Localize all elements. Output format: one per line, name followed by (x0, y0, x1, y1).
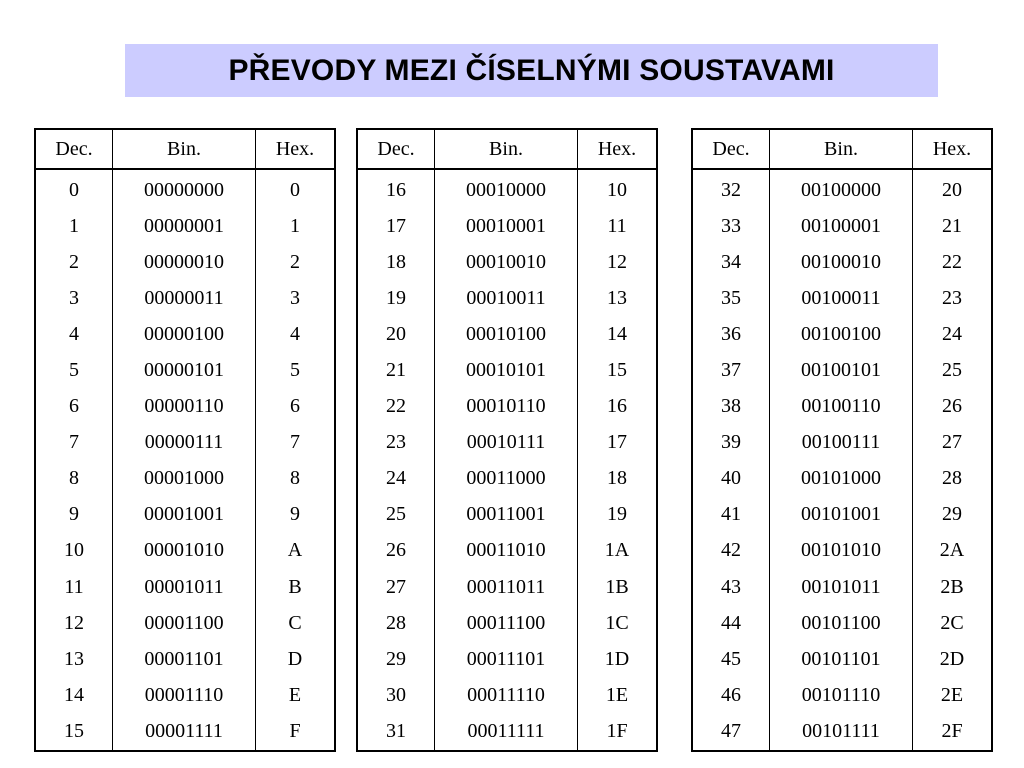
cell-hex: 11 (578, 208, 658, 244)
conversion-table-3 (691, 128, 993, 752)
cell-hex: 2F (913, 713, 993, 750)
cell-hex: 25 (913, 352, 993, 388)
cell-bin: 00010011 (435, 280, 578, 316)
cell-dec: 11 (35, 569, 113, 605)
table-row (692, 389, 992, 425)
cell-bin: 00100011 (770, 280, 913, 316)
table-row (35, 605, 335, 641)
table-row (35, 461, 335, 497)
cell-hex: 21 (913, 208, 993, 244)
cell-dec: 36 (692, 316, 770, 352)
cell-hex: 2D (913, 641, 993, 677)
cell-hex: 6 (256, 389, 336, 425)
table-row (692, 169, 992, 208)
header-bin: Bin. (435, 129, 578, 169)
table-row (35, 677, 335, 713)
cell-dec: 10 (35, 533, 113, 569)
cell-dec: 1 (35, 208, 113, 244)
table-row (35, 497, 335, 533)
cell-dec: 38 (692, 389, 770, 425)
cell-hex: 2C (913, 605, 993, 641)
cell-hex: E (256, 677, 336, 713)
cell-dec: 40 (692, 461, 770, 497)
cell-bin: 00011010 (435, 533, 578, 569)
cell-bin: 00100001 (770, 208, 913, 244)
cell-hex: 10 (578, 169, 658, 208)
cell-bin: 00000000 (113, 169, 256, 208)
table-row (35, 713, 335, 750)
cell-bin: 00010110 (435, 389, 578, 425)
cell-dec: 13 (35, 641, 113, 677)
cell-bin: 00010100 (435, 316, 578, 352)
cell-dec: 24 (357, 461, 435, 497)
cell-dec: 8 (35, 461, 113, 497)
cell-bin: 00011011 (435, 569, 578, 605)
cell-bin: 00000110 (113, 389, 256, 425)
table-row (35, 352, 335, 388)
cell-dec: 34 (692, 244, 770, 280)
cell-hex: 17 (578, 425, 658, 461)
table-row (692, 641, 992, 677)
table-row (692, 497, 992, 533)
table-body (357, 169, 657, 751)
cell-hex: 29 (913, 497, 993, 533)
cell-bin: 00010010 (435, 244, 578, 280)
cell-bin: 00001000 (113, 461, 256, 497)
cell-bin: 00011101 (435, 641, 578, 677)
table-row (357, 461, 657, 497)
cell-dec: 14 (35, 677, 113, 713)
cell-dec: 18 (357, 244, 435, 280)
table-header-row (357, 129, 657, 169)
cell-hex: 8 (256, 461, 336, 497)
table-row (357, 569, 657, 605)
cell-dec: 37 (692, 352, 770, 388)
cell-bin: 00100010 (770, 244, 913, 280)
cell-bin: 00001110 (113, 677, 256, 713)
cell-dec: 3 (35, 280, 113, 316)
cell-bin: 00010111 (435, 425, 578, 461)
cell-hex: 12 (578, 244, 658, 280)
cell-bin: 00000100 (113, 316, 256, 352)
cell-hex: 0 (256, 169, 336, 208)
cell-dec: 7 (35, 425, 113, 461)
cell-hex: 2B (913, 569, 993, 605)
cell-hex: 1 (256, 208, 336, 244)
table-row (357, 352, 657, 388)
table-row (357, 425, 657, 461)
cell-dec: 20 (357, 316, 435, 352)
table-row (35, 316, 335, 352)
cell-bin: 00011001 (435, 497, 578, 533)
cell-dec: 2 (35, 244, 113, 280)
table-row (692, 280, 992, 316)
cell-bin: 00100000 (770, 169, 913, 208)
header-dec: Dec. (357, 129, 435, 169)
cell-bin: 00010001 (435, 208, 578, 244)
cell-hex: B (256, 569, 336, 605)
cell-dec: 42 (692, 533, 770, 569)
cell-bin: 00101001 (770, 497, 913, 533)
cell-hex: D (256, 641, 336, 677)
table-header-row (35, 129, 335, 169)
table-row (692, 461, 992, 497)
cell-hex: 13 (578, 280, 658, 316)
table-row (35, 533, 335, 569)
cell-bin: 00011000 (435, 461, 578, 497)
cell-bin: 00101110 (770, 677, 913, 713)
cell-dec: 22 (357, 389, 435, 425)
table-row (35, 425, 335, 461)
table-row (357, 497, 657, 533)
table-row (35, 389, 335, 425)
cell-bin: 00001010 (113, 533, 256, 569)
cell-bin: 00011111 (435, 713, 578, 750)
cell-hex: 2 (256, 244, 336, 280)
cell-bin: 00101010 (770, 533, 913, 569)
cell-dec: 43 (692, 569, 770, 605)
cell-dec: 19 (357, 280, 435, 316)
cell-hex: 27 (913, 425, 993, 461)
cell-hex: C (256, 605, 336, 641)
cell-hex: 2A (913, 533, 993, 569)
cell-dec: 44 (692, 605, 770, 641)
cell-dec: 47 (692, 713, 770, 750)
table-row (357, 641, 657, 677)
cell-dec: 6 (35, 389, 113, 425)
cell-bin: 00011100 (435, 605, 578, 641)
cell-hex: 20 (913, 169, 993, 208)
cell-hex: 26 (913, 389, 993, 425)
cell-hex: 18 (578, 461, 658, 497)
table-row (357, 605, 657, 641)
header-dec: Dec. (692, 129, 770, 169)
cell-bin: 00010000 (435, 169, 578, 208)
cell-hex: 15 (578, 352, 658, 388)
table-row (357, 533, 657, 569)
cell-hex: 19 (578, 497, 658, 533)
table-body (35, 169, 335, 751)
cell-dec: 35 (692, 280, 770, 316)
table-row (692, 713, 992, 750)
table-row (692, 208, 992, 244)
table-row (692, 677, 992, 713)
table-row (357, 389, 657, 425)
cell-hex: 16 (578, 389, 658, 425)
cell-dec: 16 (357, 169, 435, 208)
cell-dec: 41 (692, 497, 770, 533)
table-row (692, 569, 992, 605)
table-row (357, 169, 657, 208)
table-row (692, 244, 992, 280)
cell-bin: 00100101 (770, 352, 913, 388)
cell-dec: 46 (692, 677, 770, 713)
header-bin: Bin. (770, 129, 913, 169)
cell-bin: 00001001 (113, 497, 256, 533)
cell-dec: 33 (692, 208, 770, 244)
table-header-row (692, 129, 992, 169)
cell-dec: 39 (692, 425, 770, 461)
cell-dec: 25 (357, 497, 435, 533)
cell-dec: 27 (357, 569, 435, 605)
cell-dec: 26 (357, 533, 435, 569)
cell-dec: 12 (35, 605, 113, 641)
cell-hex: 24 (913, 316, 993, 352)
header-bin: Bin. (113, 129, 256, 169)
table-row (692, 316, 992, 352)
cell-bin: 00100110 (770, 389, 913, 425)
cell-dec: 45 (692, 641, 770, 677)
cell-bin: 00100111 (770, 425, 913, 461)
table-row (35, 569, 335, 605)
conversion-table-2 (356, 128, 658, 752)
cell-bin: 00000111 (113, 425, 256, 461)
cell-dec: 28 (357, 605, 435, 641)
cell-hex: 7 (256, 425, 336, 461)
cell-bin: 00000101 (113, 352, 256, 388)
table-row (35, 169, 335, 208)
cell-bin: 00010101 (435, 352, 578, 388)
cell-bin: 00001111 (113, 713, 256, 750)
conversion-table-1 (34, 128, 336, 752)
cell-dec: 9 (35, 497, 113, 533)
cell-hex: 2E (913, 677, 993, 713)
table-row (357, 244, 657, 280)
cell-dec: 23 (357, 425, 435, 461)
cell-bin: 00101100 (770, 605, 913, 641)
cell-bin: 00000001 (113, 208, 256, 244)
cell-bin: 00101111 (770, 713, 913, 750)
cell-bin: 00101011 (770, 569, 913, 605)
table-row (35, 244, 335, 280)
cell-dec: 30 (357, 677, 435, 713)
cell-hex: F (256, 713, 336, 750)
cell-bin: 00001011 (113, 569, 256, 605)
cell-dec: 31 (357, 713, 435, 750)
table-row (35, 641, 335, 677)
cell-bin: 00101101 (770, 641, 913, 677)
table-row (357, 208, 657, 244)
header-hex: Hex. (913, 129, 993, 169)
cell-hex: 14 (578, 316, 658, 352)
cell-bin: 00011110 (435, 677, 578, 713)
cell-hex: 22 (913, 244, 993, 280)
table-row (357, 713, 657, 750)
header-dec: Dec. (35, 129, 113, 169)
cell-hex: 1D (578, 641, 658, 677)
cell-dec: 29 (357, 641, 435, 677)
table-row (357, 316, 657, 352)
table-body (692, 169, 992, 751)
cell-bin: 00100100 (770, 316, 913, 352)
cell-bin: 00000010 (113, 244, 256, 280)
cell-hex: 5 (256, 352, 336, 388)
cell-dec: 15 (35, 713, 113, 750)
cell-bin: 00001101 (113, 641, 256, 677)
table-row (692, 605, 992, 641)
cell-dec: 4 (35, 316, 113, 352)
header-hex: Hex. (256, 129, 336, 169)
page-title: PŘEVODY MEZI ČÍSELNÝMI SOUSTAVAMI (228, 53, 835, 87)
cell-dec: 21 (357, 352, 435, 388)
cell-hex: A (256, 533, 336, 569)
cell-hex: 1F (578, 713, 658, 750)
cell-dec: 32 (692, 169, 770, 208)
cell-dec: 0 (35, 169, 113, 208)
cell-hex: 3 (256, 280, 336, 316)
cell-bin: 00001100 (113, 605, 256, 641)
cell-hex: 9 (256, 497, 336, 533)
table-row (357, 677, 657, 713)
cell-hex: 1E (578, 677, 658, 713)
cell-hex: 1C (578, 605, 658, 641)
cell-hex: 1B (578, 569, 658, 605)
cell-hex: 1A (578, 533, 658, 569)
table-row (692, 352, 992, 388)
cell-bin: 00000011 (113, 280, 256, 316)
table-row (692, 533, 992, 569)
table-row (35, 280, 335, 316)
title-banner (125, 44, 938, 97)
cell-hex: 28 (913, 461, 993, 497)
cell-bin: 00101000 (770, 461, 913, 497)
cell-hex: 23 (913, 280, 993, 316)
cell-dec: 17 (357, 208, 435, 244)
cell-hex: 4 (256, 316, 336, 352)
table-row (692, 425, 992, 461)
table-row (35, 208, 335, 244)
table-row (357, 280, 657, 316)
header-hex: Hex. (578, 129, 658, 169)
cell-dec: 5 (35, 352, 113, 388)
